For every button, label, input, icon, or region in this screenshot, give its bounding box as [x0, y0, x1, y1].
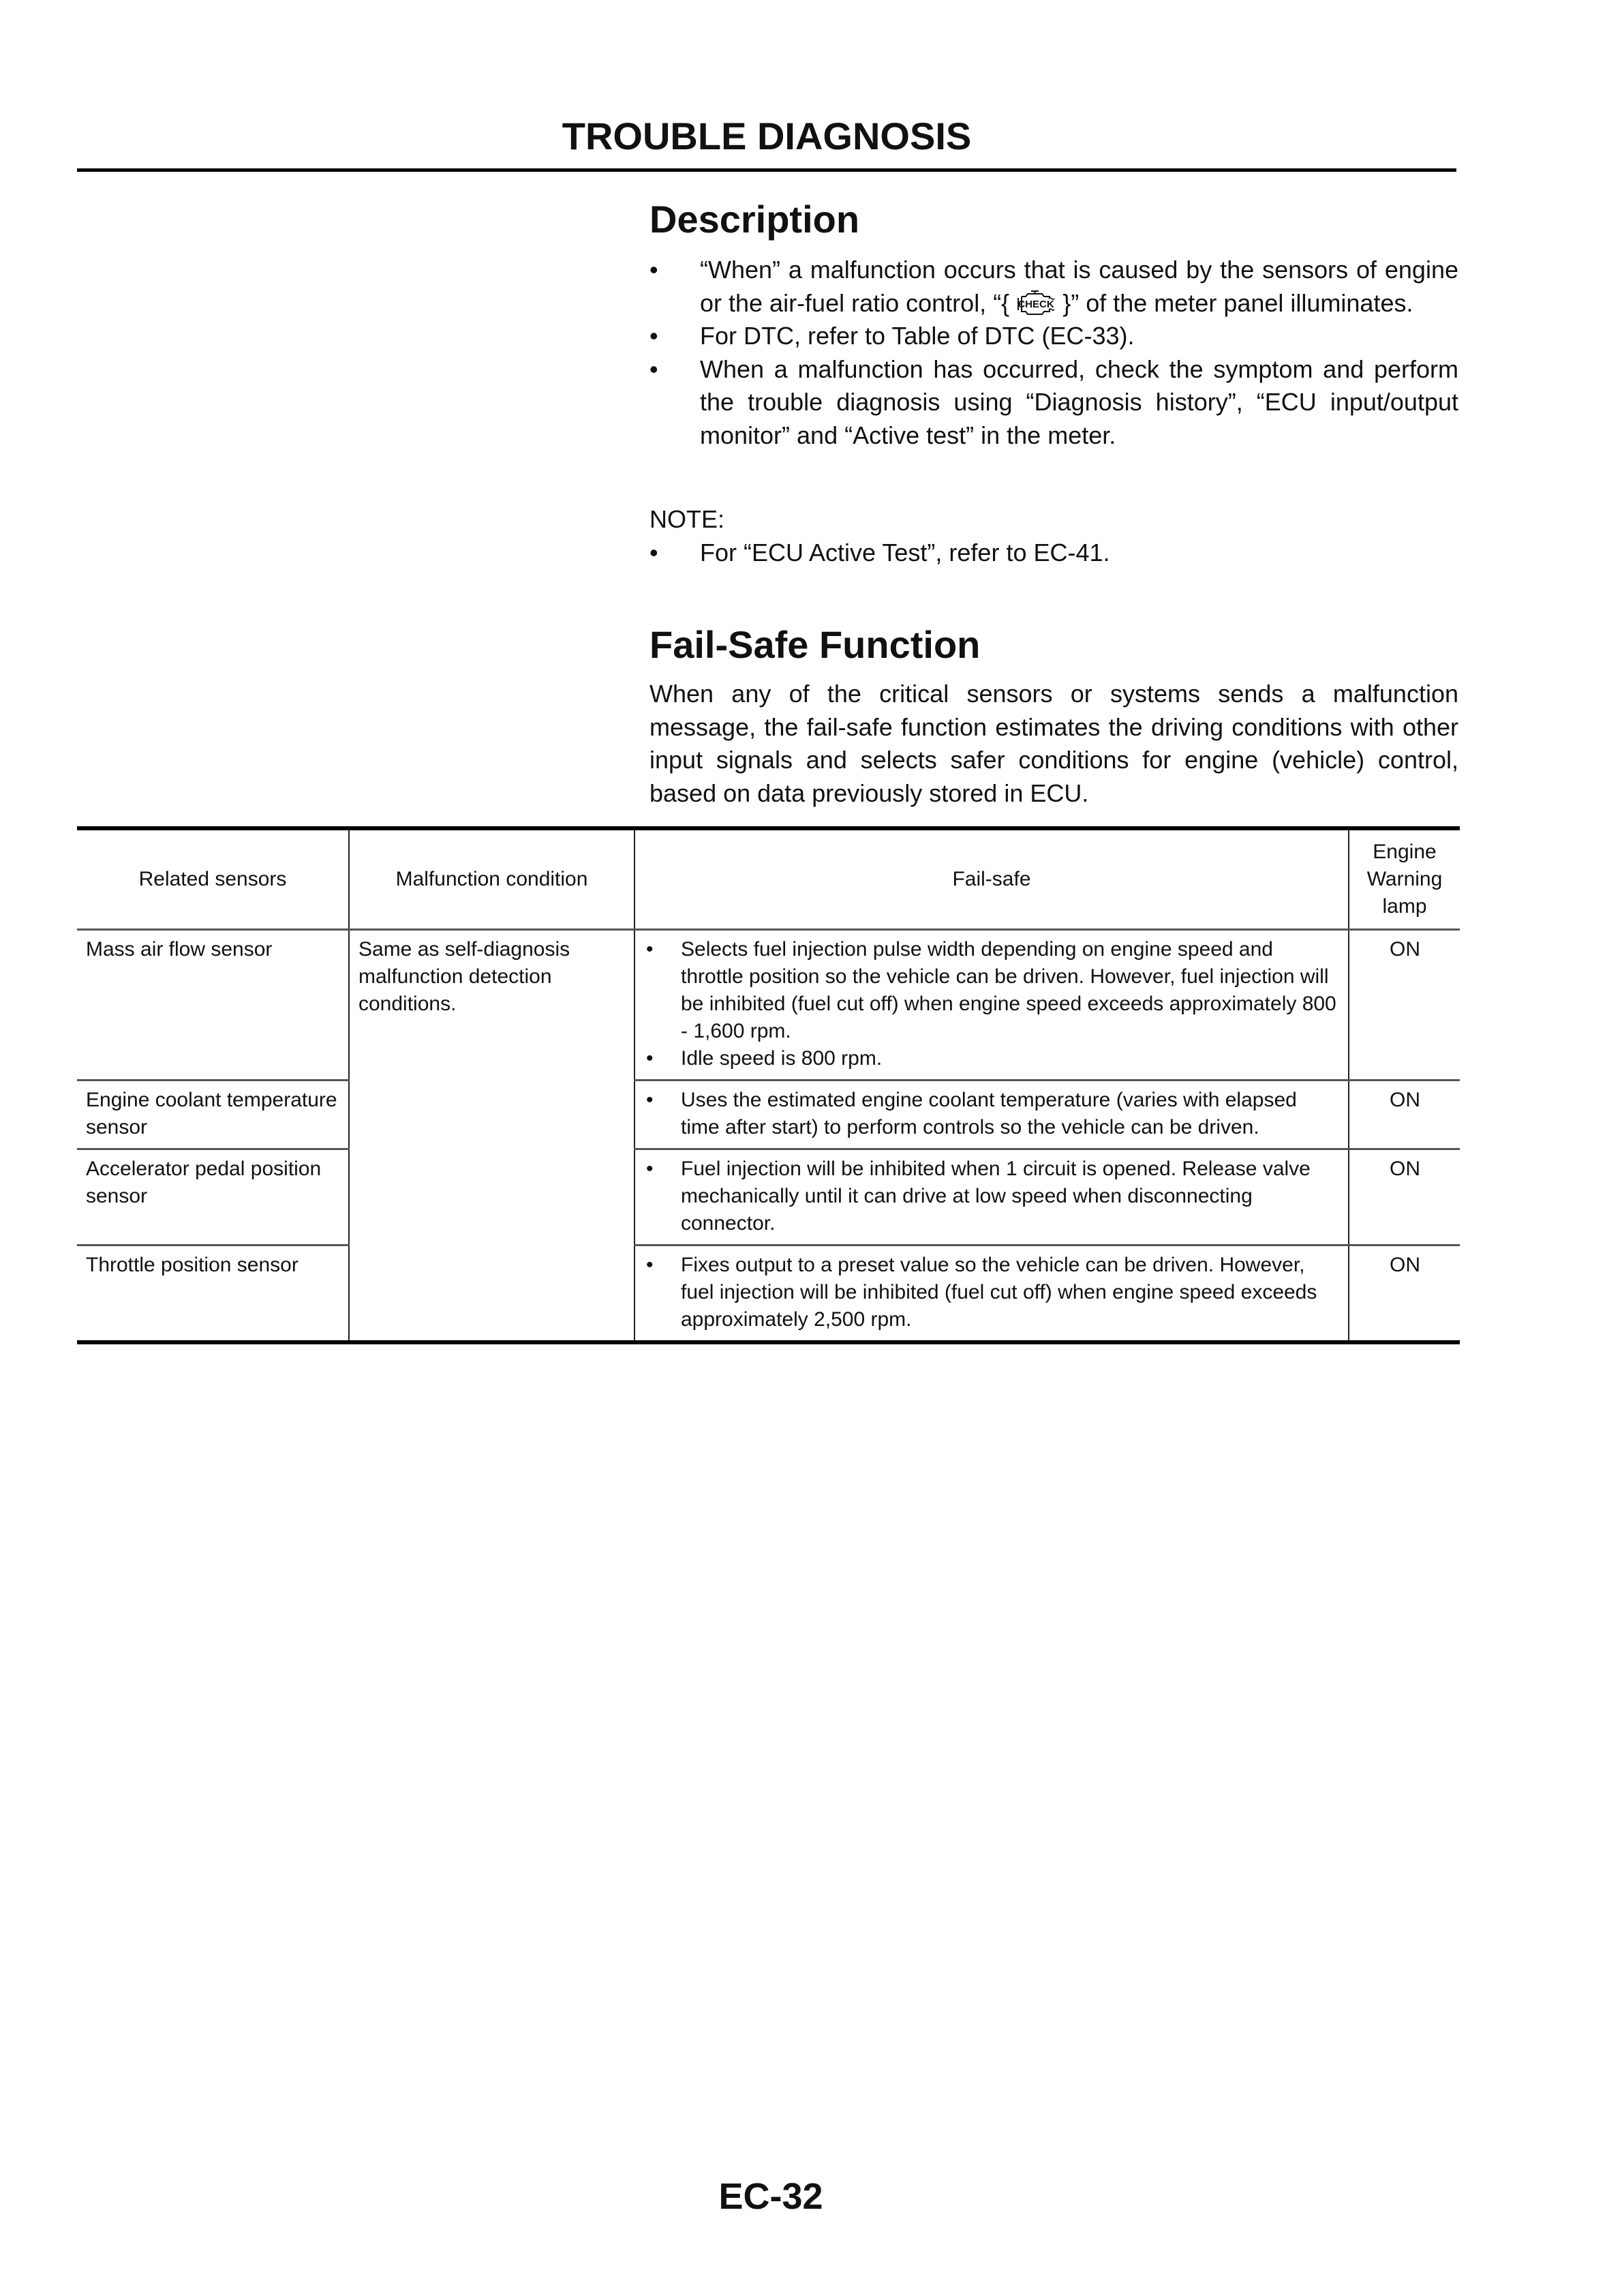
bullet-icon: • [649, 354, 658, 383]
sensor-cell: Accelerator pedal position sensor [77, 1149, 349, 1245]
warning-lamp-cell: ON [1349, 1245, 1460, 1343]
failsafe-bullet: • Idle speed is 800 rpm. [644, 1045, 1340, 1072]
note-label: NOTE: [649, 505, 725, 533]
bullet-icon: • [646, 938, 654, 961]
failsafe-table [77, 826, 1460, 1344]
table-header-row [77, 828, 1460, 930]
failsafe-cell [634, 1149, 1349, 1245]
note-block [649, 503, 1458, 569]
note-bullet-item: • For “ECU Active Test”, refer to EC-41. [649, 537, 1458, 570]
sensor-cell: Throttle position sensor [77, 1245, 349, 1343]
header-rule [77, 168, 1456, 172]
failsafe-cell [634, 1081, 1349, 1149]
bullet-icon: • [649, 256, 658, 284]
column-header-fail-safe: Fail-safe [634, 828, 1349, 930]
sensor-cell: Engine coolant temperature sensor [77, 1081, 349, 1149]
svg-text:CHECK: CHECK [1017, 298, 1054, 310]
bullet-icon: • [649, 322, 658, 350]
failsafe-heading: Fail-Safe Function [649, 623, 981, 666]
failsafe-bullet: • Fuel injection will be inhibited when 1 circuit is opened. Release valve mechanically until it can drive at low speed when disconnecting connector. [644, 1155, 1340, 1237]
warning-lamp-cell: ON [1349, 1081, 1460, 1149]
table-row [77, 1149, 1460, 1245]
bullet-icon: • [646, 1047, 654, 1070]
column-header-malfunction-condition: Malfunction condition [349, 828, 634, 930]
failsafe-cell [634, 1245, 1349, 1343]
description-bullet-list [649, 254, 1458, 452]
failsafe-bullet: • Fixes output to a preset value so the vehicle can be driven. However, fuel injection will be inhibited (fuel cut off) when engine speed exceeds approximately 2,500 rpm. [644, 1252, 1340, 1333]
bullet-icon: • [646, 1254, 654, 1276]
failsafe-bullet: • Uses the estimated engine coolant temperature (varies with elapsed time after start) to perform controls so the vehicle can be driven. [644, 1087, 1340, 1141]
table-row [77, 1081, 1460, 1149]
failsafe-paragraph: When any of the critical sensors or systems sends a malfunction message, the fail-safe function estimates the driving conditions with other input signals and selects safer conditions for engine (vehicle) control, based on data previously stored in ECU. [649, 680, 1458, 807]
malfunction-condition-cell: Same as self-diagnosis malfunction detection conditions. [349, 930, 634, 1343]
note-bullet-list [649, 537, 1458, 570]
description-heading: Description [649, 198, 860, 241]
warning-lamp-cell: ON [1349, 1149, 1460, 1245]
bullet-icon: • [649, 538, 658, 567]
bullet-icon: • [646, 1158, 654, 1180]
check-engine-icon [1016, 290, 1056, 317]
description-bullet-item: • For DTC, refer to Table of DTC (EC-33). [649, 320, 1458, 353]
description-bullet-item: • “When” a malfunction occurs that is caused by the sensors of engine or the air-fuel ratio control, “{ CHECK }” of the meter panel illuminates. [649, 254, 1458, 320]
failsafe-cell [634, 930, 1349, 1081]
page-number: EC-32 [718, 2176, 823, 2217]
column-header-related-sensors: Related sensors [77, 828, 349, 930]
page-title: TROUBLE DIAGNOSIS [562, 115, 972, 157]
table-row [77, 1245, 1460, 1343]
warning-lamp-cell: ON [1349, 930, 1460, 1081]
sensor-cell: Mass air flow sensor [77, 930, 349, 1081]
description-body [649, 254, 1458, 452]
description-bullet-item: • When a malfunction has occurred, check the symptom and perform the trouble diagnosis using “Diagnosis history”, “ECU input/output monitor” and “Active test” in the meter. [649, 353, 1458, 453]
column-header-engine-warning-lamp: Engine Warning lamp [1349, 828, 1460, 930]
table-row [77, 930, 1460, 1081]
failsafe-bullet: • Selects fuel injection pulse width depending on engine speed and throttle position so the vehicle can be driven. However, fuel injection will be inhibited (fuel cut off) when engine speed exceeds approximately 800 - 1,600 rpm. [644, 936, 1340, 1045]
bullet-icon: • [646, 1089, 654, 1111]
